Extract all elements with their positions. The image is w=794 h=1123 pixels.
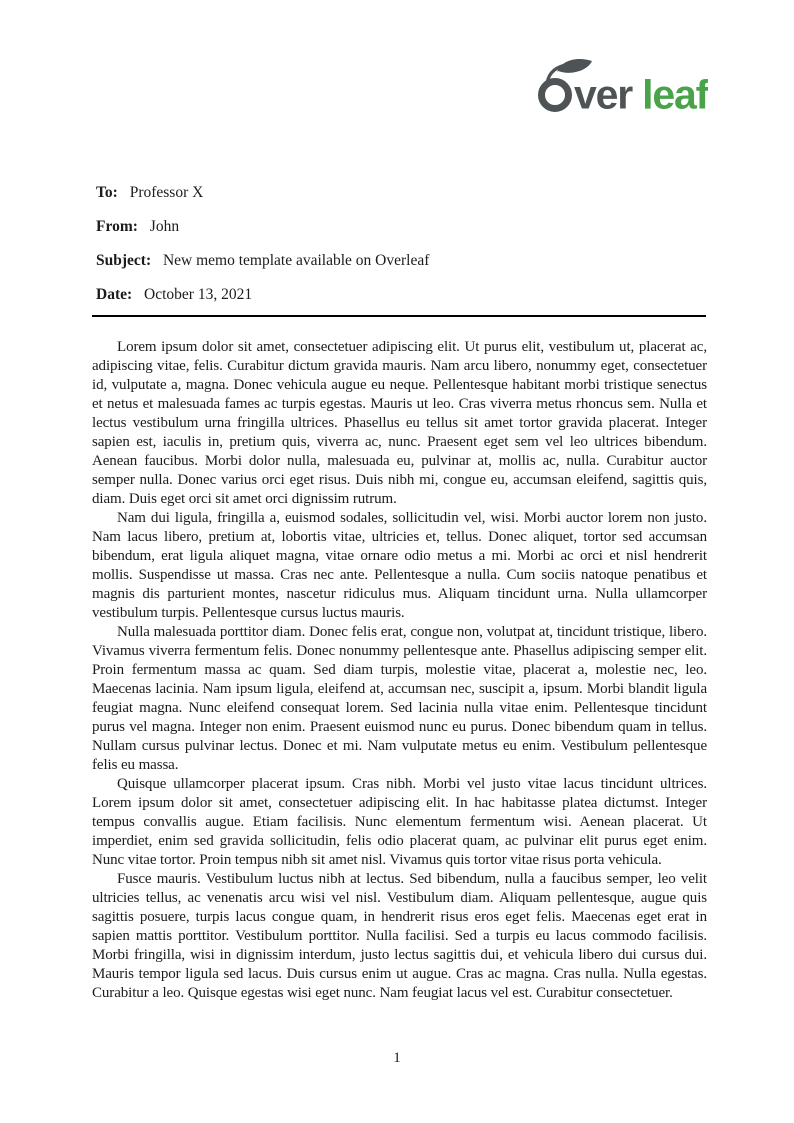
body-paragraph-2: Nam dui ligula, fringilla a, euismod sodales, sollicitudin vel, wisi. Morbi auctor lorem non justo. Nam lacus libero, pretium at, lobortis vitae, ultricies et, tellus. Donec aliquet, tortor sed accumsan bibendum, erat ligula aliquet magna, vitae ornare odio metus a mi. Morbi ac orci et nisl hendrerit mollis. Suspendisse ut massa. Cras nec ante. Pellentesque a nulla. Cum sociis natoque penatibus et magnis dis parturient montes, nascetur ridiculus mus. Aliquam tincidunt urna. Nulla ullamcorper vestibulum turpis. Pellentesque cursus luctus mauris. <box>92 510 707 621</box>
memo-field-to-label: To: <box>96 184 118 201</box>
memo-field-date-label: Date: <box>96 286 133 303</box>
body-paragraph-1: Lorem ipsum dolor sit amet, consectetuer adipiscing elit. Ut purus elit, vestibulum ut, placerat ac, adipiscing vitae, felis. Curabitur dictum gravida mauris. Nam arcu libero, nonummy eget, consectetuer id, vulputate a, magna. Donec vehicula augue eu neque. Pellentesque habitant morbi tristique senectus et netus et malesuada fames ac turpis egestas. Mauris ut leo. Cras viverra metus rhoncus sem. Nulla et lectus vestibulum urna fringilla ultrices. Phasellus eu tellus sit amet tortor gravida placerat. Integer sapien est, iaculis in, pretium quis, viverra ac, nunc. Praesent eget sem vel leo ultrices bibendum. Aenean faucibus. Morbi dolor nulla, malesuada eu, pulvinar at, mollis ac, nulla. Curabitur auctor semper nulla. Donec varius orci eget risus. Duis nibh mi, congue eu, accumsan eleifend, sagittis quis, diam. Duis eget orci sit amet orci dignissim rutrum. <box>92 339 707 507</box>
memo-field-date <box>96 285 706 304</box>
memo-field-from-value: John <box>149 218 180 235</box>
memo-body <box>92 338 707 1003</box>
wordmark-dark-part: ver <box>574 71 632 115</box>
memo-field-to-value: Professor X <box>129 184 204 201</box>
memo-field-subject <box>96 251 706 270</box>
memo-field-from-label: From: <box>96 218 138 235</box>
memo-field-date-value: October 13, 2021 <box>144 286 253 303</box>
divider-rule <box>92 315 706 317</box>
overleaf-logo <box>536 57 708 115</box>
memo-field-subject-label: Subject: <box>96 252 152 269</box>
overleaf-logo-graphic <box>536 57 708 115</box>
memo-field-to <box>96 183 706 202</box>
body-paragraph-5: Fusce mauris. Vestibulum luctus nibh at lectus. Sed bibendum, nulla a faucibus semper, leo velit ultricies tellus, ac venenatis arcu wisi vel nisl. Vestibulum diam. Aliquam pellentesque, augue quis sagittis posuere, turpis lacus congue quam, in hendrerit risus eros eget felis. Maecenas eget erat in sapien mattis porttitor. Vestibulum porttitor. Nulla facilisi. Sed a turpis eu lacus commodo facilisis. Morbi fringilla, wisi in dignissim interdum, justo lectus sagittis dui, et vehicula libero dui cursus dui. Mauris tempor ligula sed lacus. Duis cursus enim ut augue. Cras ac magna. Cras nulla. Nulla egestas. Curabitur a leo. Quisque egestas wisi eget nunc. Nam feugiat lacus vel est. Curabitur consectetuer. <box>92 871 707 1001</box>
wordmark-green-part: leaf <box>642 71 708 115</box>
memo-header <box>96 183 706 319</box>
body-paragraph-4: Quisque ullamcorper placerat ipsum. Cras nibh. Morbi vel justo vitae lacus tincidunt ultrices. Lorem ipsum dolor sit amet, consectetuer adipiscing elit. In hac habitasse platea dictumst. Integer tempus convallis augue. Etiam facilisis. Nunc elementum fermentum wisi. Aenean placerat. Ut imperdiet, enim sed gravida sollicitudin, felis odio placerat quam, ac pulvinar elit purus eget enim. Nunc vitae tortor. Proin tempus nibh sit amet nisl. Vivamus quis tortor vitae risus porta vehicula. <box>92 776 707 868</box>
memo-field-from <box>96 217 706 236</box>
memo-field-subject-value: New memo template available on Overleaf <box>162 252 430 269</box>
overleaf-wordmark <box>574 72 708 116</box>
body-paragraph-3: Nulla malesuada porttitor diam. Donec felis erat, congue non, volutpat at, tincidunt tristique, libero. Vivamus viverra fermentum felis. Donec nonummy pellentesque ante. Phasellus adipiscing semper elit. Proin fermentum massa ac quam. Sed diam turpis, molestie vitae, placerat a, molestie nec, leo. Maecenas lacinia. Nam ipsum ligula, eleifend at, accumsan nec, suscipit a, ipsum. Morbi blandit ligula feugiat magna. Nunc eleifend consequat lorem. Sed lacinia nulla vitae enim. Pellentesque tincidunt purus vel magna. Integer non enim. Praesent euismod nunc eu purus. Donec bibendum quam in tellus. Nullam cursus pulvinar lectus. Donec et mi. Nam vulputate metus eu enim. Vestibulum pellentesque felis eu massa. <box>92 624 707 773</box>
page-number: 1 <box>393 1050 401 1066</box>
